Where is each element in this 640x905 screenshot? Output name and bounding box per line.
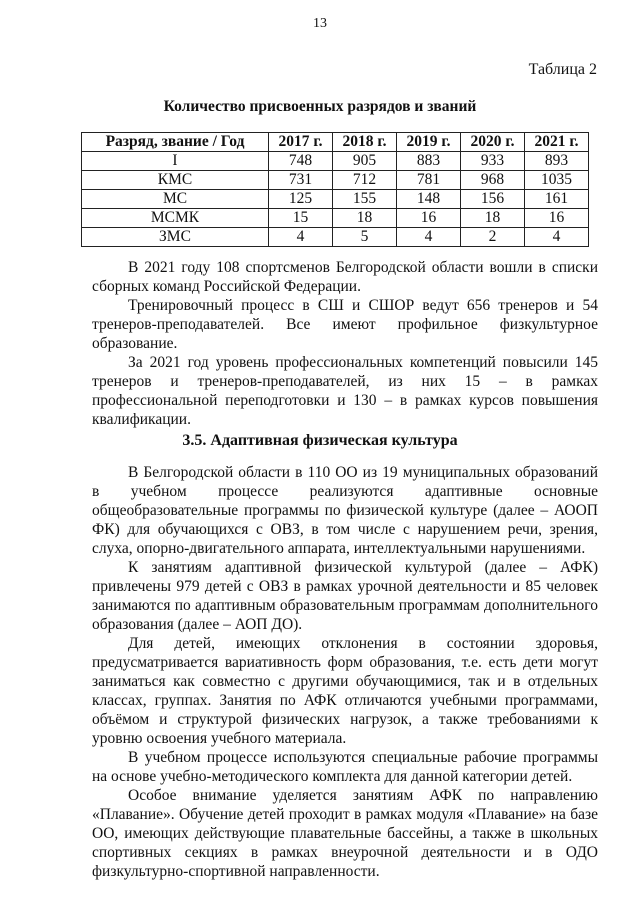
table-cell: 18 <box>333 209 397 228</box>
table-cell: 18 <box>461 209 525 228</box>
paragraph: В 2021 году 108 спортсменов Белгородской области вошли в списки сборных команд Российской Федерации. <box>92 259 598 295</box>
column-header: Разряд, звание / Год <box>82 133 269 152</box>
table-cell: ЗМС <box>82 228 269 247</box>
section-heading: 3.5. Адаптивная физическая культура <box>182 432 458 449</box>
table-cell: 4 <box>397 228 461 247</box>
column-header: 2019 г. <box>397 133 461 152</box>
table-cell: 161 <box>525 190 589 209</box>
table-cell: МС <box>82 190 269 209</box>
page-number: 13 <box>313 16 327 31</box>
column-header: 2018 г. <box>333 133 397 152</box>
table-cell: 933 <box>461 152 525 171</box>
table-row <box>82 152 589 171</box>
table-cell: 731 <box>269 171 333 190</box>
table-row <box>82 228 589 247</box>
table-cell: 748 <box>269 152 333 171</box>
table-cell: МСМК <box>82 209 269 228</box>
ranks-table <box>81 132 589 247</box>
table-row <box>82 171 589 190</box>
column-header: 2021 г. <box>525 133 589 152</box>
table-cell: 148 <box>397 190 461 209</box>
column-header: 2017 г. <box>269 133 333 152</box>
table-cell: 16 <box>397 209 461 228</box>
table-cell: 893 <box>525 152 589 171</box>
table-cell: 968 <box>461 171 525 190</box>
paragraph: Особое внимание уделяется занятиям АФК по направлению «Плавание». Обучение детей проходит в рамках модуля «Плавание» на базе ОО, имеющих действующие плавательные бассейны, а также в школьных спортивных секциях в рамках внеурочной деятельности и в ОДО физкультурно-спортивной направленности. <box>92 787 598 880</box>
table-cell: 781 <box>397 171 461 190</box>
table-row <box>82 209 589 228</box>
paragraph: В учебном процессе используются специальные рабочие программы на основе учебно-методического комплекта для данной категории детей. <box>92 749 598 785</box>
table-cell: 155 <box>333 190 397 209</box>
table-cell: 883 <box>397 152 461 171</box>
table-cell: 156 <box>461 190 525 209</box>
table-cell: 16 <box>525 209 589 228</box>
table-cell: 712 <box>333 171 397 190</box>
table-cell: 1035 <box>525 171 589 190</box>
table-row <box>82 190 589 209</box>
table-cell: 905 <box>333 152 397 171</box>
table-cell: КМС <box>82 171 269 190</box>
table-cell: 125 <box>269 190 333 209</box>
table-cell: I <box>82 152 269 171</box>
paragraph: К занятиям адаптивной физической культурой (далее – АФК) привлечены 979 детей с ОВЗ в рамках урочной деятельности и 85 человек занимаются по адаптивным образовательным программам дополнительного образования (далее – АОП ДО). <box>92 559 598 633</box>
paragraph: В Белгородской области в 110 ОО из 19 муниципальных образований в учебном процессе реализуются адаптивные основные общеобразовательные программы по физической культуре (далее – АООП ФК) для обучающихся с ОВЗ, в том числе с нарушением речи, зрения, слуха, опорно-двигательного аппарата, интеллектуальными нарушениями. <box>92 464 598 557</box>
table-label: Таблица 2 <box>528 61 597 78</box>
table-title: Количество присвоенных разрядов и званий <box>163 98 477 115</box>
table-cell: 15 <box>269 209 333 228</box>
paragraph: Для детей, имеющих отклонения в состоянии здоровья, предусматривается вариативность форм образования, т.е. есть дети могут заниматься как совместно с другими обучающимися, так и в отдельных классах, группах. Занятия по АФК отличаются учебными программами, объёмом и структурой физических нагрузок, а также требованиями к уровню освоения учебного материала. <box>92 635 598 747</box>
table-cell: 2 <box>461 228 525 247</box>
text-block-top <box>92 258 598 429</box>
table-cell: 5 <box>333 228 397 247</box>
table-header-row <box>82 133 589 152</box>
paragraph: За 2021 год уровень профессиональных компетенций повысили 145 тренеров и тренеров-преподавателей, из них 15 – в рамках профессиональной переподготовки и 130 – в рамках курсов повышения квалификации. <box>92 354 598 428</box>
paragraph: Тренировочный процесс в СШ и СШОР ведут 656 тренеров и 54 тренеров-преподавателей. Все имеют профильное физкультурное образование. <box>92 297 598 352</box>
table-cell: 4 <box>269 228 333 247</box>
text-block-section <box>92 463 598 881</box>
column-header: 2020 г. <box>461 133 525 152</box>
table-cell: 4 <box>525 228 589 247</box>
